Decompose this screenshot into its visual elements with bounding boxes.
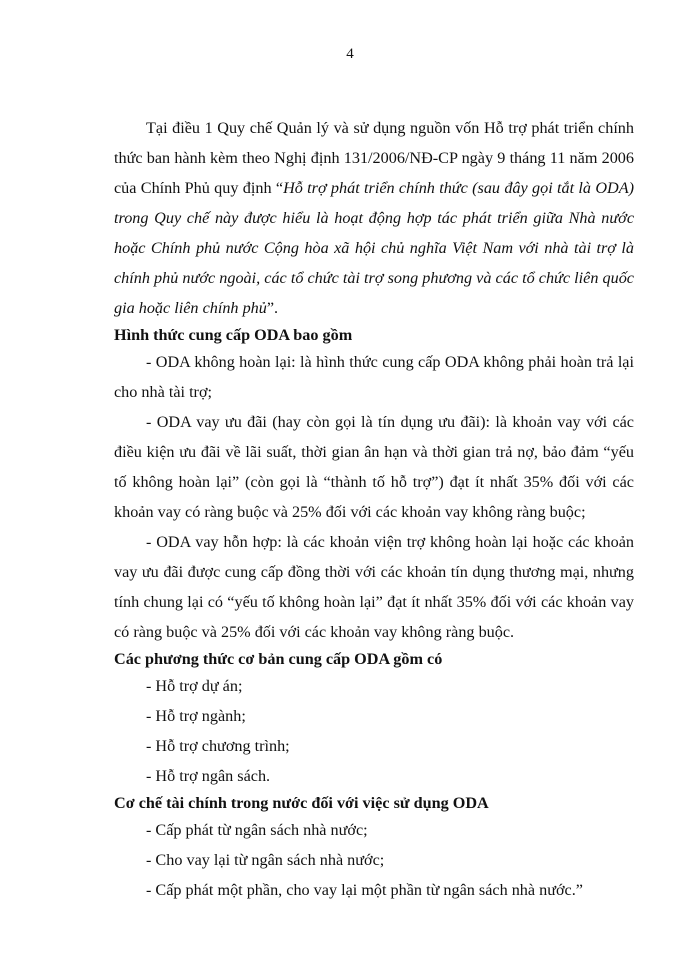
list-item: - Hỗ trợ dự án; xyxy=(146,677,243,695)
list-item: - Cấp phát một phần, cho vay lại một phần từ ngân sách nhà nước.” xyxy=(146,881,583,899)
intro-quote: Hỗ trợ phát triển chính thức (sau đây gọi tắt là ODA) trong Quy chế này được hiểu là hoạt động hợp tác phát triển giữa Nhà nước hoặc Chính phủ nước Cộng hòa xã hội chủ nghĩa Việt Nam với nhà tài trợ là chính phủ nước ngoài, các tổ chức tài trợ song phương và các tổ chức liên quốc gia hoặc liên chính phủ xyxy=(114,179,634,317)
section-heading-methods: Các phương thức cơ bản cung cấp ODA gồm có xyxy=(114,650,443,668)
section-heading-forms: Hình thức cung cấp ODA bao gồm xyxy=(114,326,353,344)
page-number: 4 xyxy=(346,46,354,62)
list-item: - Hỗ trợ ngân sách. xyxy=(146,767,271,785)
intro-lead: Tại điều 1 Quy chế Quản lý và sử dụng nguồn vốn Hỗ trợ phát triển chính thức ban hành kèm theo Nghị định 131/2006/NĐ-CP ngày 9 tháng 11 năm 2006 của Chính Phủ quy định “ xyxy=(114,119,634,197)
intro-tail: ”. xyxy=(266,299,279,317)
paragraph-oda-grant: - ODA không hoàn lại: là hình thức cung cấp ODA không phải hoàn trả lại cho nhà tài trợ; xyxy=(114,353,634,401)
list-item: - Hỗ trợ ngành; xyxy=(146,707,246,725)
list-item: - Cấp phát từ ngân sách nhà nước; xyxy=(146,821,368,839)
intro-paragraph xyxy=(114,113,634,323)
list-item: - Cho vay lại từ ngân sách nhà nước; xyxy=(146,851,385,869)
section-heading-finance-mechanism: Cơ chế tài chính trong nước đối với việc sử dụng ODA xyxy=(114,794,489,812)
paragraph-oda-mixed-loan: - ODA vay hỗn hợp: là các khoản viện trợ không hoàn lại hoặc các khoản vay ưu đãi được cung cấp đồng thời với các khoản tín dụng thương mại, nhưng tính chung lại có “yếu tố không hoàn lại” đạt ít nhất 35% đối với các khoản vay có ràng buộc và 25% đối với các khoản vay không ràng buộc. xyxy=(114,533,634,641)
document-body xyxy=(114,113,634,905)
paragraph-oda-preferential-loan: - ODA vay ưu đãi (hay còn gọi là tín dụng ưu đãi): là khoản vay với các điều kiện ưu đãi về lãi suất, thời gian ân hạn và thời gian trả nợ, bảo đảm “yếu tố không hoàn lại” (còn gọi là “thành tố hỗ trợ”) đạt ít nhất 35% đối với các khoản vay có ràng buộc và 25% đối với các khoản vay không ràng buộc; xyxy=(114,413,634,521)
list-item: - Hỗ trợ chương trình; xyxy=(146,737,290,755)
